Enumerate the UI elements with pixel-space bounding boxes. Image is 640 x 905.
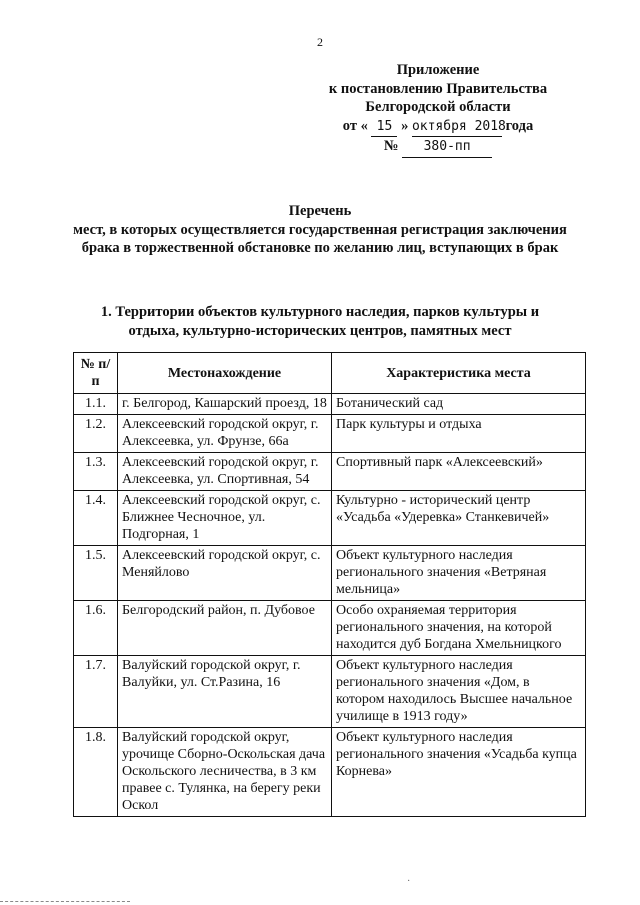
- date-day: 15: [371, 118, 397, 138]
- date-suffix: года: [505, 117, 534, 134]
- row-description: Объект культурного наследия регионального значения «Дом, в котором находилось Высшее начальное училище в 1913 году»: [332, 656, 586, 728]
- date-mid: »: [401, 117, 409, 134]
- row-location: Белгородский район, п. Дубовое: [118, 601, 332, 656]
- document-title: [40, 202, 600, 258]
- appendix-title: Приложение: [396, 62, 480, 78]
- header-description: Характеристика места: [332, 353, 586, 394]
- row-number: 1.4.: [74, 491, 118, 546]
- table-row: [74, 546, 586, 601]
- appendix-number-row: [308, 137, 568, 158]
- header-number: № п/п: [74, 353, 118, 394]
- places-table: [73, 352, 586, 817]
- row-location: г. Белгород, Кашарский проезд, 18: [118, 394, 332, 415]
- row-description: Ботанический сад: [332, 394, 586, 415]
- row-location: Алексеевский городской округ, с. Ближнее Чесночное, ул. Подгорная, 1: [118, 491, 332, 546]
- date-month-year: октября 2018: [412, 118, 502, 138]
- appendix-line-2: к постановлению Правительства: [328, 80, 548, 97]
- table-row: [74, 394, 586, 415]
- title-line-3: брака в торжественной обстановке по желанию лиц, вступающих в брак: [81, 240, 559, 256]
- scan-speck: ·: [407, 876, 411, 887]
- row-number: 1.5.: [74, 546, 118, 601]
- section-line-1: 1. Территории объектов культурного наследия, парков культуры и: [100, 304, 540, 320]
- row-location: Алексеевский городской округ, с. Меняйлово: [118, 546, 332, 601]
- page-number: 2: [317, 35, 323, 49]
- table-header-row: [74, 353, 586, 394]
- number-prefix: №: [383, 138, 399, 154]
- row-location: Алексеевский городской округ, г. Алексеевка, ул. Фрунзе, 66а: [118, 415, 332, 453]
- table-row: [74, 656, 586, 728]
- table-row: [74, 453, 586, 491]
- appendix-header: [308, 61, 568, 158]
- date-prefix: от «: [342, 117, 368, 134]
- header-location: Местонахождение: [118, 353, 332, 394]
- table-row: [74, 491, 586, 546]
- appendix-line-3: Белгородской области: [365, 99, 511, 115]
- row-description: Парк культуры и отдыха: [332, 415, 586, 453]
- row-description: Особо охраняемая территория регионального значения, на которой находится дуб Богдана Хмельницкого: [332, 601, 586, 656]
- row-number: 1.6.: [74, 601, 118, 656]
- row-location: Алексеевский городской округ, г. Алексеевка, ул. Спортивная, 54: [118, 453, 332, 491]
- document-number: 380-пп: [402, 138, 492, 158]
- appendix-date-row: [308, 117, 568, 138]
- scan-edge-line: [0, 901, 130, 902]
- section-line-2: отдыха, культурно-исторических центров, памятных мест: [128, 322, 512, 339]
- row-number: 1.3.: [74, 453, 118, 491]
- row-description: Спортивный парк «Алексеевский»: [332, 453, 586, 491]
- table-row: [74, 728, 586, 817]
- row-location: Валуйский городской округ, урочище Сборно-Оскольская дача Оскольского лесничества, в 3 км правее с. Тулянка, на берегу реки Оскол: [118, 728, 332, 817]
- table-row: [74, 601, 586, 656]
- row-number: 1.2.: [74, 415, 118, 453]
- row-description: Культурно - исторический центр «Усадьба «Удеревка» Станкевичей»: [332, 491, 586, 546]
- title-line-2: мест, в которых осуществляется государственная регистрация заключения: [73, 221, 567, 238]
- section-heading: [40, 303, 600, 340]
- row-description: Объект культурного наследия регионального значения «Усадьба купца Корнева»: [332, 728, 586, 817]
- row-number: 1.8.: [74, 728, 118, 817]
- row-number: 1.1.: [74, 394, 118, 415]
- table-row: [74, 415, 586, 453]
- title-line-1: Перечень: [288, 203, 352, 219]
- row-number: 1.7.: [74, 656, 118, 728]
- row-location: Валуйский городской округ, г. Валуйки, ул. Ст.Разина, 16: [118, 656, 332, 728]
- row-description: Объект культурного наследия регионального значения «Ветряная мельница»: [332, 546, 586, 601]
